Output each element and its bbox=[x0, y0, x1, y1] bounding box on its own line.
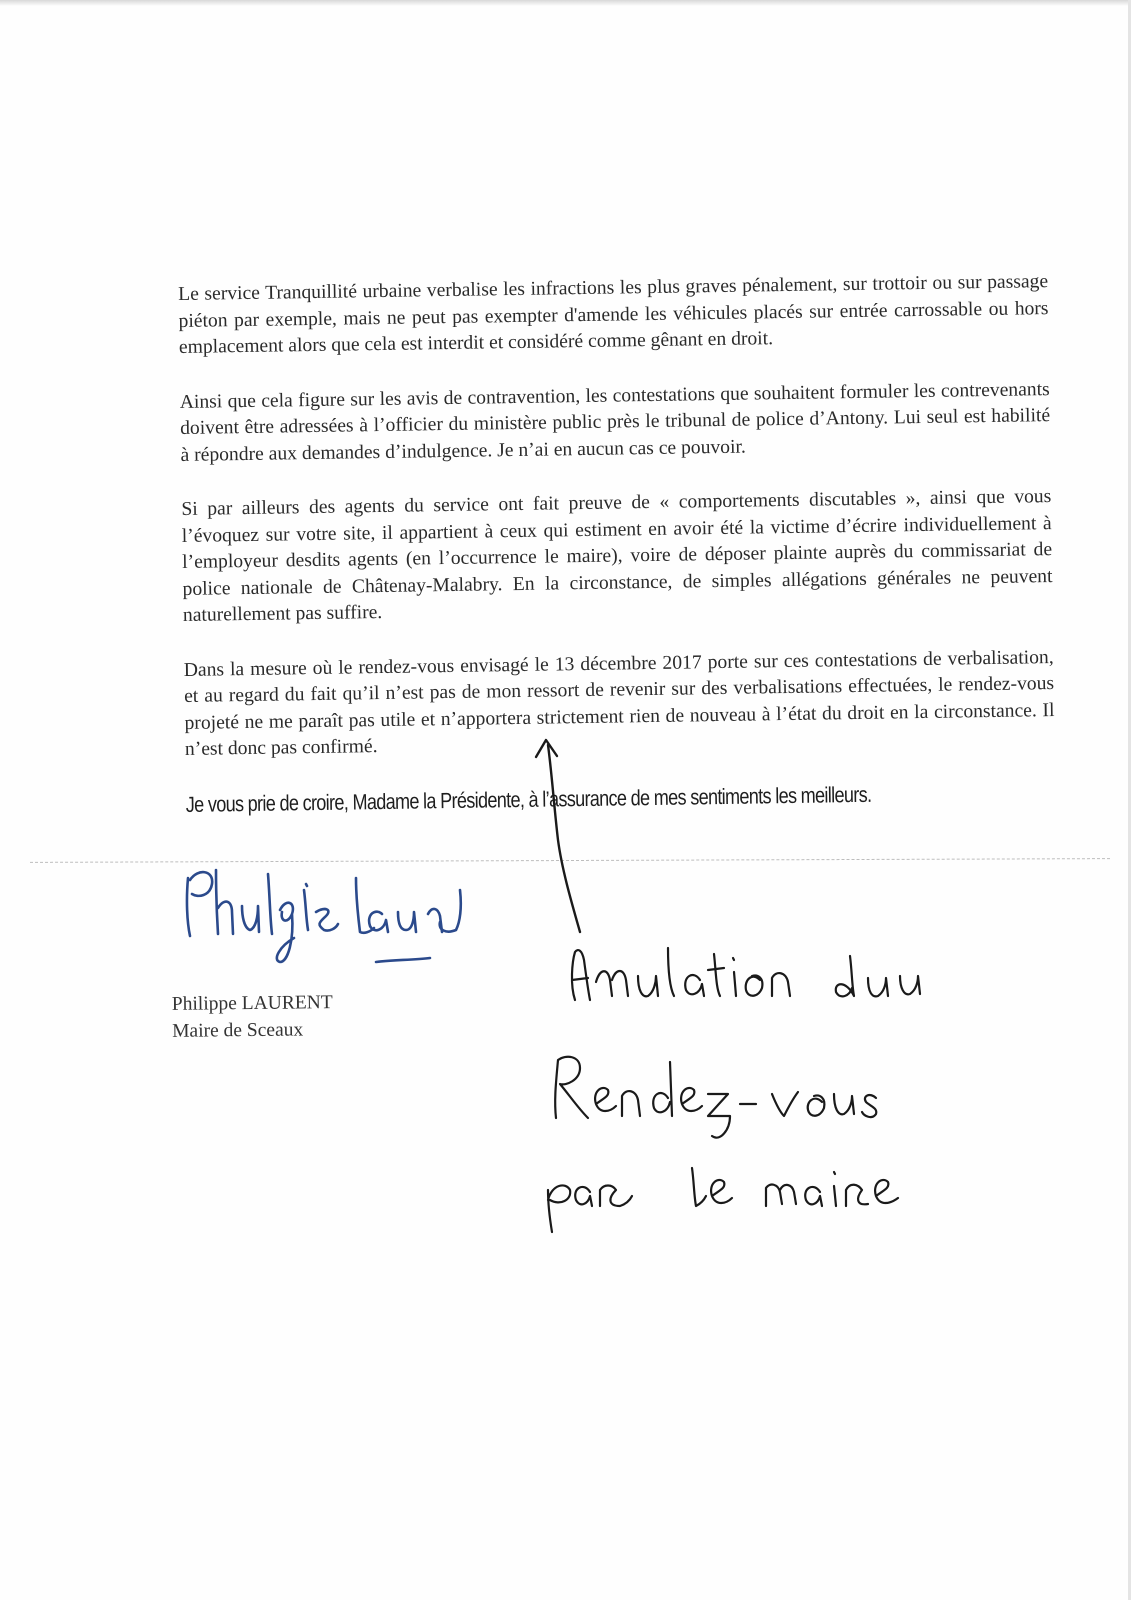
annotation-text bbox=[548, 948, 920, 1232]
signatory-title: Maire de Sceaux bbox=[172, 1019, 304, 1042]
paragraph-contestations: Ainsi que cela figure sur les avis de contravention, les contestations que souhaitent formuler les contrevenants doivent être adressées à l’officier du ministère public près le tribunal de police d’Antony. Lui seul est habilité à répondre aux demandes d’indulgence. Je n’ai en aucun cas ce pouvoir. bbox=[179, 378, 1051, 466]
letter-body bbox=[178, 269, 1056, 817]
scan-shadow-top bbox=[0, 0, 1131, 6]
signatory-block bbox=[172, 989, 333, 1045]
paragraph-rendez-vous: Dans la mesure où le rendez-vous envisagé le 13 décembre 2017 porte sur ces contestations de verbalisation, et au regard du fait qu’il n’est pas de mon ressort de revenir sur des verbalisations effectuées, le rendez-vous projeté ne me paraît pas utile et n’apportera strictement rien de nouveau à l’état du droit en la circonstance. Il n’est donc pas confirmé. bbox=[183, 646, 1055, 760]
signatory-name: Philippe LAURENT bbox=[171, 992, 333, 1015]
closing-formula: Je vous prie de croire, Madame la Présidente, à l’assurance de mes sentiments les meilleurs. bbox=[185, 781, 872, 817]
handwritten-signature bbox=[176, 850, 486, 980]
paragraph-verbalisation: Le service Tranquillité urbaine verbalise les infractions les plus graves pénalement, sur trottoir ou sur passage piéton par exemple, mais ne peut pas exempter d'amende les véhicules placés sur entrée carrossable ou hors emplacement alors que cela est interdit et considéré comme gênant en droit. bbox=[178, 271, 1049, 358]
paragraph-comportements: Si par ailleurs des agents du service ont fait preuve de « comportements discutables », ainsi que vous l’évoquez sur votre site, il appartient à ceux qui estiment en avoir été la victime d’écrire individuellement à l’employeur desdits agents (en l’occurrence le maire), voire de déposer plainte auprès du commissariat de police nationale de Châtenay-Malabry. En la circonstance, de simples allégations générales ne peuvent naturellement pas suffire. bbox=[181, 486, 1053, 626]
